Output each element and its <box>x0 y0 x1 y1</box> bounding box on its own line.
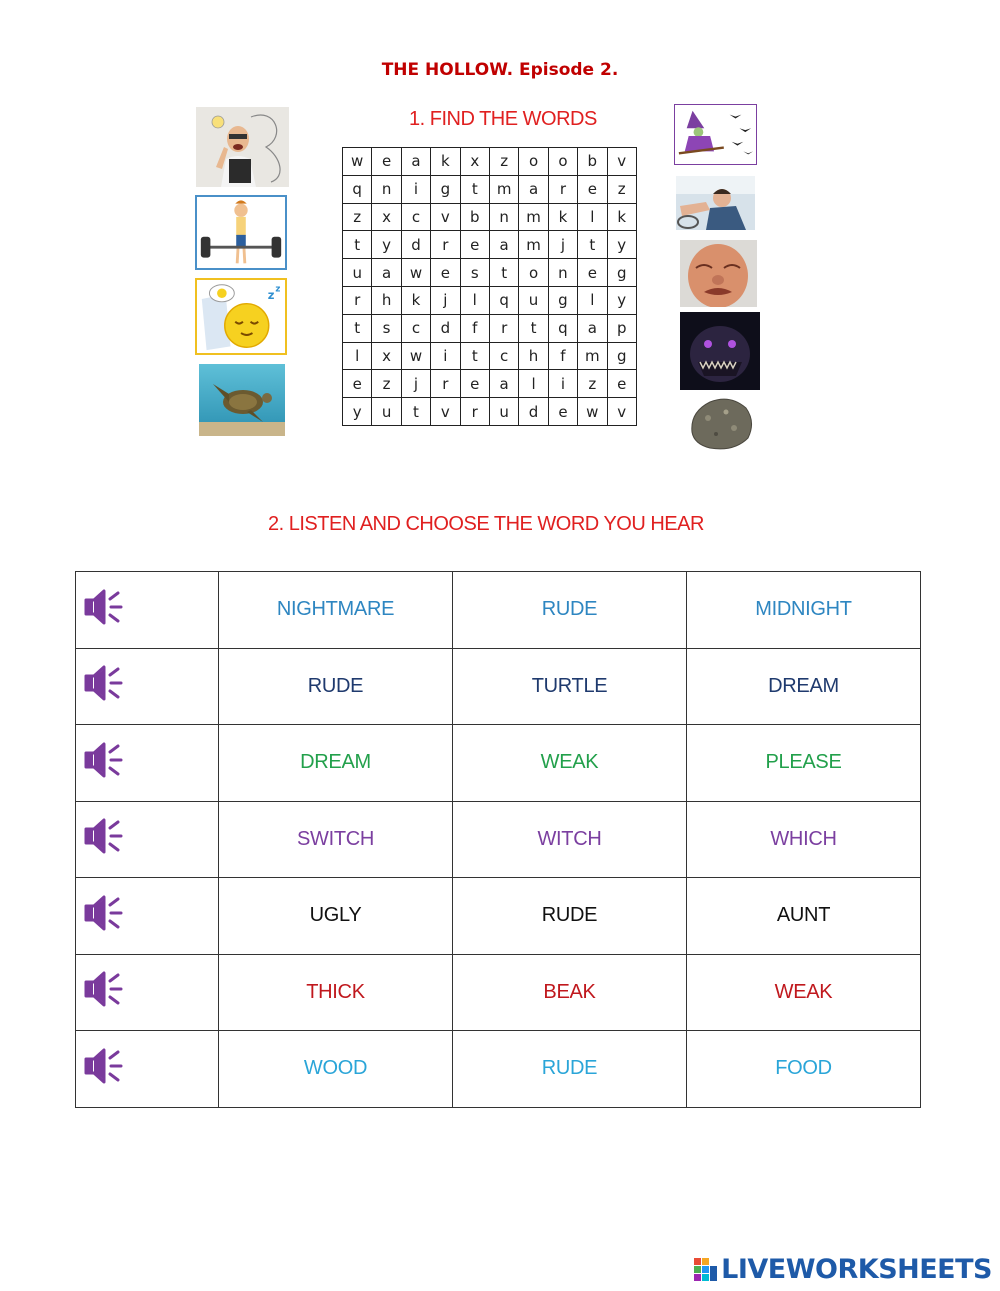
word-search-cell[interactable]: n <box>548 259 577 287</box>
word-search-cell[interactable]: a <box>372 259 401 287</box>
word-search-row <box>343 342 637 370</box>
word-search-cell[interactable]: v <box>431 398 460 426</box>
word-search-cell[interactable]: f <box>460 314 489 342</box>
word-search-row <box>343 231 637 259</box>
word-search-cell[interactable]: d <box>431 314 460 342</box>
answer-option[interactable]: TURTLE <box>453 648 687 725</box>
word-search-cell[interactable]: v <box>607 148 636 176</box>
word-search-cell[interactable]: x <box>372 203 401 231</box>
answer-option[interactable]: WHICH <box>687 801 921 878</box>
word-search-cell[interactable]: e <box>607 370 636 398</box>
word-search-cell[interactable]: u <box>372 398 401 426</box>
word-search-cell[interactable]: e <box>343 370 372 398</box>
answer-option[interactable]: DREAM <box>219 725 453 802</box>
nightmare-monster-picture <box>680 312 760 390</box>
word-search-row <box>343 203 637 231</box>
word-search-cell[interactable]: t <box>578 231 607 259</box>
word-search-cell[interactable]: n <box>489 203 518 231</box>
word-search-row <box>343 148 637 176</box>
word-search-cell[interactable]: y <box>607 231 636 259</box>
word-search-cell[interactable]: c <box>401 203 430 231</box>
speaker-cell <box>76 801 219 878</box>
svg-text:z: z <box>275 284 281 295</box>
word-search-cell[interactable]: t <box>460 342 489 370</box>
listen-choose-table <box>75 571 921 1108</box>
liveworksheets-logo-icon <box>694 1258 718 1282</box>
speaker-cell <box>76 1031 219 1108</box>
answer-option[interactable]: PLEASE <box>687 725 921 802</box>
speaker-cell <box>76 572 219 649</box>
word-search-cell[interactable]: s <box>372 314 401 342</box>
answer-option[interactable]: WITCH <box>453 801 687 878</box>
word-search-cell[interactable]: e <box>372 148 401 176</box>
word-search-cell[interactable]: t <box>460 175 489 203</box>
answer-option[interactable]: BEAK <box>453 954 687 1031</box>
word-search-cell[interactable]: z <box>372 370 401 398</box>
word-search-cell[interactable]: e <box>460 231 489 259</box>
word-search-cell[interactable]: a <box>401 148 430 176</box>
word-search-cell[interactable]: s <box>460 259 489 287</box>
word-search-cell[interactable]: t <box>401 398 430 426</box>
worksheet-title: THE HOLLOW. Episode 2. <box>381 60 619 80</box>
word-search-cell[interactable]: p <box>607 314 636 342</box>
word-search-cell[interactable]: g <box>548 286 577 314</box>
word-search-cell[interactable]: k <box>548 203 577 231</box>
liveworksheets-brand <box>694 1254 992 1285</box>
word-search-cell[interactable]: l <box>578 286 607 314</box>
word-search-cell[interactable]: x <box>372 342 401 370</box>
word-search-cell[interactable]: u <box>489 398 518 426</box>
speaker-icon[interactable] <box>82 738 126 782</box>
listen-row <box>76 572 921 649</box>
word-search-row <box>343 175 637 203</box>
word-search-cell[interactable]: t <box>343 231 372 259</box>
word-search-cell[interactable]: y <box>343 398 372 426</box>
answer-option[interactable]: WEAK <box>453 725 687 802</box>
speaker-icon[interactable] <box>82 891 126 935</box>
word-search-cell[interactable]: q <box>489 286 518 314</box>
word-search-cell[interactable]: h <box>519 342 548 370</box>
word-search-cell[interactable]: e <box>578 259 607 287</box>
word-search-cell[interactable]: e <box>460 370 489 398</box>
speaker-icon[interactable] <box>82 814 126 858</box>
answer-option[interactable]: THICK <box>219 954 453 1031</box>
word-search-cell[interactable]: g <box>607 342 636 370</box>
word-search-cell[interactable]: m <box>519 231 548 259</box>
answer-option[interactable]: NIGHTMARE <box>219 572 453 649</box>
word-search-cell[interactable]: a <box>489 370 518 398</box>
svg-text:z: z <box>267 288 275 302</box>
word-search-cell[interactable]: y <box>607 286 636 314</box>
answer-option[interactable]: RUDE <box>219 648 453 725</box>
word-search-cell[interactable]: e <box>548 398 577 426</box>
word-search-cell[interactable]: z <box>343 203 372 231</box>
word-search-cell[interactable]: b <box>460 203 489 231</box>
answer-option[interactable]: WOOD <box>219 1031 453 1108</box>
word-search-cell[interactable]: j <box>431 286 460 314</box>
section1-heading: 1. FIND THE WORDS <box>409 108 597 130</box>
word-search-cell[interactable]: l <box>519 370 548 398</box>
word-search-row <box>343 370 637 398</box>
sleeping-sun-picture <box>195 278 287 355</box>
word-search-cell[interactable]: o <box>519 148 548 176</box>
listen-row <box>76 954 921 1031</box>
word-search-cell[interactable]: o <box>548 148 577 176</box>
word-search-cell[interactable]: x <box>460 148 489 176</box>
word-search-cell[interactable]: t <box>343 314 372 342</box>
word-search-cell[interactable]: r <box>548 175 577 203</box>
speaker-icon[interactable] <box>82 585 126 629</box>
word-search-cell[interactable]: d <box>519 398 548 426</box>
weightlifter-picture <box>195 195 287 270</box>
word-search-cell[interactable]: i <box>548 370 577 398</box>
word-search-cell[interactable]: z <box>489 148 518 176</box>
speaker-cell <box>76 648 219 725</box>
speaker-cell <box>76 954 219 1031</box>
speaker-icon[interactable] <box>82 661 126 705</box>
word-search-cell[interactable]: i <box>431 342 460 370</box>
word-search-row <box>343 398 637 426</box>
word-search-cell[interactable]: w <box>343 148 372 176</box>
word-search-row <box>343 314 637 342</box>
word-search-cell[interactable]: q <box>343 175 372 203</box>
word-search-grid[interactable] <box>342 147 637 426</box>
word-search-cell[interactable]: z <box>607 175 636 203</box>
word-search-cell[interactable]: l <box>578 203 607 231</box>
word-search-cell[interactable]: t <box>489 259 518 287</box>
word-search-cell[interactable]: m <box>489 175 518 203</box>
word-search-cell[interactable]: w <box>401 342 430 370</box>
word-search-cell[interactable]: j <box>548 231 577 259</box>
word-search-cell[interactable]: c <box>489 342 518 370</box>
word-search-cell[interactable]: g <box>607 259 636 287</box>
word-search-cell[interactable]: m <box>519 203 548 231</box>
word-search-cell[interactable]: r <box>431 370 460 398</box>
word-search-cell[interactable]: r <box>460 398 489 426</box>
word-search-cell[interactable]: g <box>431 175 460 203</box>
answer-option[interactable]: FOOD <box>687 1031 921 1108</box>
word-search-cell[interactable]: r <box>431 231 460 259</box>
listen-row <box>76 725 921 802</box>
word-search-cell[interactable]: v <box>607 398 636 426</box>
word-search-cell[interactable]: a <box>519 175 548 203</box>
word-search-cell[interactable]: k <box>401 286 430 314</box>
answer-option[interactable]: WEAK <box>687 954 921 1031</box>
word-search-cell[interactable]: h <box>372 286 401 314</box>
answer-option[interactable]: UGLY <box>219 878 453 955</box>
word-search-row <box>343 259 637 287</box>
section2-heading: 2. LISTEN AND CHOOSE THE WORD YOU HEAR <box>268 513 704 535</box>
word-search-cell[interactable]: a <box>489 231 518 259</box>
word-search-cell[interactable]: o <box>519 259 548 287</box>
word-search-cell[interactable]: a <box>578 314 607 342</box>
speaker-icon[interactable] <box>82 1044 126 1088</box>
speaker-icon[interactable] <box>82 967 126 1011</box>
word-search-cell[interactable]: w <box>401 259 430 287</box>
word-search-cell[interactable]: i <box>401 175 430 203</box>
ugly-face-picture <box>680 240 757 307</box>
angry-driver-picture <box>676 176 755 230</box>
answer-option[interactable]: DREAM <box>687 648 921 725</box>
listen-row <box>76 878 921 955</box>
word-search-cell[interactable]: d <box>401 231 430 259</box>
word-search-cell[interactable]: f <box>548 342 577 370</box>
answer-option[interactable]: SWITCH <box>219 801 453 878</box>
word-search-cell[interactable]: n <box>372 175 401 203</box>
listen-row <box>76 1031 921 1108</box>
brand-text: LIVEWORKSHEETS <box>721 1254 992 1285</box>
listen-row <box>76 648 921 725</box>
word-search-cell[interactable]: r <box>489 314 518 342</box>
word-search-cell[interactable]: u <box>519 286 548 314</box>
answer-option[interactable]: RUDE <box>453 1031 687 1108</box>
word-search-cell[interactable]: c <box>401 314 430 342</box>
word-search-cell[interactable]: k <box>431 148 460 176</box>
answer-option[interactable]: AUNT <box>687 878 921 955</box>
word-search-cell[interactable]: e <box>578 175 607 203</box>
word-search-row <box>343 286 637 314</box>
word-search-cell[interactable]: u <box>343 259 372 287</box>
word-search-cell[interactable]: l <box>460 286 489 314</box>
word-search-cell[interactable]: e <box>431 259 460 287</box>
answer-option[interactable]: RUDE <box>453 572 687 649</box>
word-search-cell[interactable]: z <box>578 370 607 398</box>
speaker-cell <box>76 725 219 802</box>
word-search-cell[interactable]: j <box>401 370 430 398</box>
word-search-cell[interactable]: m <box>578 342 607 370</box>
sea-turtle-picture <box>199 364 285 436</box>
word-search-cell[interactable]: k <box>607 203 636 231</box>
word-search-cell[interactable]: l <box>343 342 372 370</box>
word-search-cell[interactable]: t <box>519 314 548 342</box>
word-search-cell[interactable]: r <box>343 286 372 314</box>
word-search-cell[interactable]: q <box>548 314 577 342</box>
answer-option[interactable]: MIDNIGHT <box>687 572 921 649</box>
speaker-cell <box>76 878 219 955</box>
word-search-cell[interactable]: v <box>431 203 460 231</box>
witch-picture <box>674 104 757 165</box>
answer-option[interactable]: RUDE <box>453 878 687 955</box>
word-search-cell[interactable]: w <box>578 398 607 426</box>
word-search-cell[interactable]: b <box>578 148 607 176</box>
idea-man-picture <box>196 107 289 187</box>
word-search-cell[interactable]: y <box>372 231 401 259</box>
stone-picture <box>686 392 756 454</box>
listen-row <box>76 801 921 878</box>
